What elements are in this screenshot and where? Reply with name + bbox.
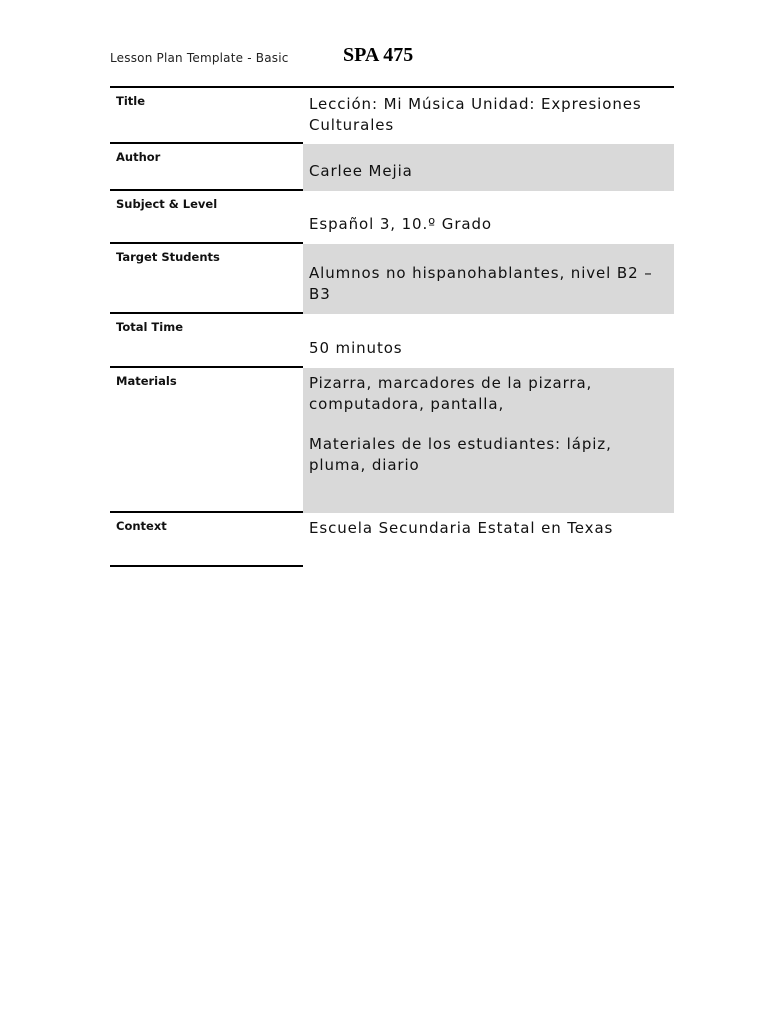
- row-subject-level: [110, 191, 674, 244]
- row-label-target-students: Target Students: [110, 244, 303, 314]
- row-value-subject-level: [303, 191, 674, 244]
- row-label-title: Title: [110, 88, 303, 144]
- row-author: [110, 144, 674, 191]
- row-value-context: [303, 513, 674, 567]
- target-students-text: Alumnos no hispanohablantes, nivel B2 – B3: [309, 264, 653, 303]
- subject-level-text: Español 3, 10.º Grado: [309, 215, 492, 233]
- row-label-subject-level: Subject & Level: [110, 191, 303, 244]
- course-code: SPA 475: [343, 44, 414, 66]
- row-label-author: Author: [110, 144, 303, 191]
- document-header: [110, 40, 680, 80]
- lesson-plan-table: [110, 86, 674, 567]
- row-label-total-time: Total Time: [110, 314, 303, 368]
- total-time-text: 50 minutos: [309, 339, 403, 357]
- materials-classroom-text: Pizarra, marcadores de la pizarra, computadora, pantalla,: [309, 374, 593, 413]
- template-label: Lesson Plan Template - Basic: [110, 51, 289, 65]
- row-total-time: [110, 314, 674, 368]
- row-materials: [110, 368, 674, 513]
- row-value-total-time: [303, 314, 674, 368]
- row-value-author: [303, 144, 674, 191]
- materials-students-text: Materiales de los estudiantes: lápiz, pluma, diario: [309, 435, 612, 474]
- row-label-context: Context: [110, 513, 303, 567]
- context-text: Escuela Secundaria Estatal en Texas: [309, 519, 614, 537]
- row-value-materials: [303, 368, 674, 513]
- row-label-materials: Materials: [110, 368, 303, 513]
- row-target-students: [110, 244, 674, 314]
- row-value-target-students: [303, 244, 674, 314]
- title-text: Lección: Mi Música Unidad: Expresiones Culturales: [309, 95, 642, 134]
- row-context: [110, 513, 674, 567]
- author-text: Carlee Mejia: [309, 162, 413, 180]
- row-title: [110, 88, 674, 144]
- row-value-title: [303, 88, 674, 144]
